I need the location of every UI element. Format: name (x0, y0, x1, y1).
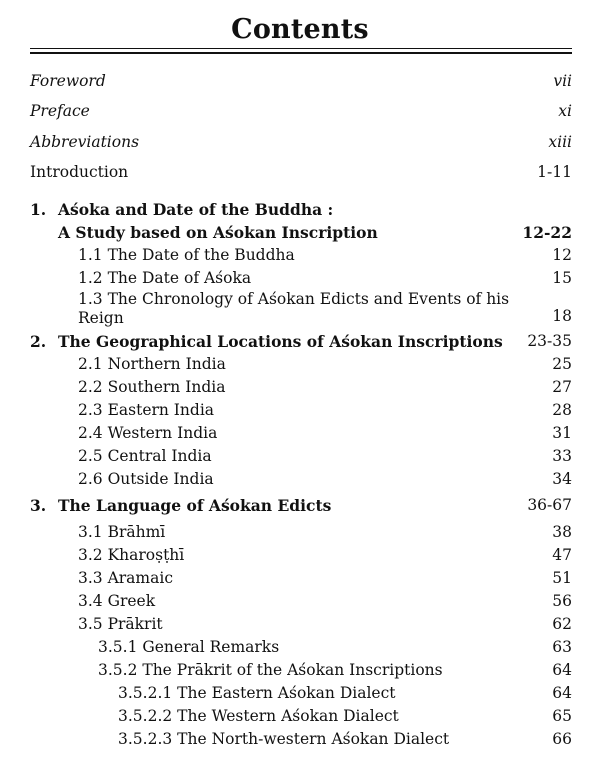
toc-entry-label: 3.2 Kharoṣṭhī (78, 546, 185, 564)
toc-entry[interactable] (30, 267, 572, 290)
toc-entry-page: 47 (552, 546, 572, 564)
chapter-number: 1. (30, 200, 47, 219)
table-of-contents (30, 66, 572, 751)
toc-entry-page: 62 (552, 615, 572, 633)
toc-entry-label: 1.2 The Date of Aśoka (78, 269, 252, 287)
toc-entry-page: xiii (548, 132, 572, 151)
toc-entry-page: 27 (552, 378, 572, 396)
toc-entry[interactable] (30, 682, 572, 705)
toc-entry-page: vii (553, 71, 572, 90)
toc-entry-page: 12 (552, 246, 572, 264)
toc-entry-label: 2.6 Outside India (78, 470, 214, 488)
toc-entry[interactable] (30, 728, 572, 751)
toc-entry-page: 15 (552, 269, 572, 287)
toc-entry-label: 1.3 The Chronology of Aśokan Edicts and Events of his (78, 290, 510, 308)
toc-entry[interactable] (30, 521, 572, 544)
toc-entry-abbreviations[interactable] (30, 127, 572, 158)
toc-entry-label: 3.5.2 The Prākrit of the Aśokan Inscriptions (98, 661, 443, 679)
toc-entry-page: 64 (552, 661, 572, 679)
toc-entry[interactable] (30, 705, 572, 728)
toc-entry-foreword[interactable] (30, 66, 572, 97)
title-rule-thick (30, 52, 572, 54)
toc-entry[interactable] (30, 399, 572, 422)
page-title: Contents (231, 14, 369, 45)
toc-entry-label: 3.1 Brāhmī (78, 523, 166, 541)
toc-entry-label: 3.3 Aramaic (78, 569, 173, 587)
toc-entry[interactable] (30, 244, 572, 267)
toc-entry[interactable] (30, 567, 572, 590)
chapter-title-continued: A Study based on Aśokan Inscription (58, 223, 378, 242)
toc-entry[interactable] (30, 659, 572, 682)
title-rule-thin (30, 48, 572, 49)
toc-entry-label: 1.1 The Date of the Buddha (78, 246, 295, 264)
toc-entry-preface[interactable] (30, 97, 572, 128)
toc-entry-page: 34 (552, 470, 572, 488)
toc-chapter-1[interactable] (30, 198, 572, 221)
toc-entry-page: 33 (552, 447, 572, 465)
toc-entry-page: xi (558, 102, 572, 121)
toc-entry-page: 63 (552, 638, 572, 656)
toc-entry-label: 2.4 Western India (78, 424, 218, 442)
chapter-page-range: 23-35 (527, 332, 572, 350)
toc-chapter-1-subtitle[interactable] (30, 221, 572, 244)
toc-entry-label: 2.1 Northern India (78, 355, 226, 373)
toc-entry-page: 65 (552, 707, 572, 725)
chapter-title: Aśoka and Date of the Buddha : (58, 200, 334, 219)
toc-entry-label: 3.5.2.3 The North-western Aśokan Dialect (118, 730, 450, 748)
toc-entry-page: 28 (552, 401, 572, 419)
toc-entry[interactable] (30, 636, 572, 659)
toc-chapter-2[interactable] (30, 330, 572, 353)
toc-entry-label: Introduction (30, 163, 129, 182)
toc-entry[interactable] (30, 590, 572, 613)
toc-entry-page: 38 (552, 523, 572, 541)
toc-entry-label: 2.3 Eastern India (78, 401, 215, 419)
chapter-page-range: 12-22 (522, 223, 572, 242)
toc-entry[interactable] (30, 468, 572, 491)
toc-entry[interactable] (30, 376, 572, 399)
toc-entry-introduction[interactable] (30, 158, 572, 189)
toc-entry-page: 56 (552, 592, 572, 610)
toc-entry-label: Abbreviations (30, 132, 140, 151)
toc-entry-label: Preface (30, 102, 90, 121)
toc-entry[interactable] (30, 613, 572, 636)
toc-entry[interactable] (30, 353, 572, 376)
toc-entry-label: Foreword (30, 71, 106, 90)
toc-entry-label: 2.5 Central India (78, 447, 212, 465)
chapter-number: 2. (30, 332, 47, 351)
toc-entry-label: 3.5.2.2 The Western Aśokan Dialect (118, 707, 399, 725)
chapter-title: The Language of Aśokan Edicts (58, 496, 332, 515)
chapter-title: The Geographical Locations of Aśokan Inscriptions (58, 332, 503, 351)
chapter-page-range: 36-67 (527, 496, 572, 514)
toc-entry-page: 25 (552, 355, 572, 373)
toc-entry-label: 3.5.2.1 The Eastern Aśokan Dialect (118, 684, 396, 702)
toc-entry[interactable] (30, 290, 572, 328)
toc-chapter-3[interactable] (30, 494, 572, 517)
toc-entry[interactable] (30, 445, 572, 468)
toc-entry-label: 3.5.1 General Remarks (98, 638, 280, 656)
toc-entry[interactable] (30, 544, 572, 567)
chapter-number: 3. (30, 496, 47, 515)
toc-entry[interactable] (30, 422, 572, 445)
toc-entry-page: 31 (552, 424, 572, 442)
toc-entry-page: 64 (552, 684, 572, 702)
toc-entry-label: 2.2 Southern India (78, 378, 226, 396)
toc-entry-label: 3.5 Prākrit (78, 615, 163, 633)
toc-entry-page: 66 (552, 730, 572, 748)
toc-entry-page: 18 (552, 307, 572, 325)
toc-entry-page: 51 (552, 569, 572, 587)
toc-entry-page: 1-11 (537, 163, 572, 182)
toc-entry-label-continued: Reign (78, 309, 124, 327)
toc-entry-label: 3.4 Greek (78, 592, 156, 610)
